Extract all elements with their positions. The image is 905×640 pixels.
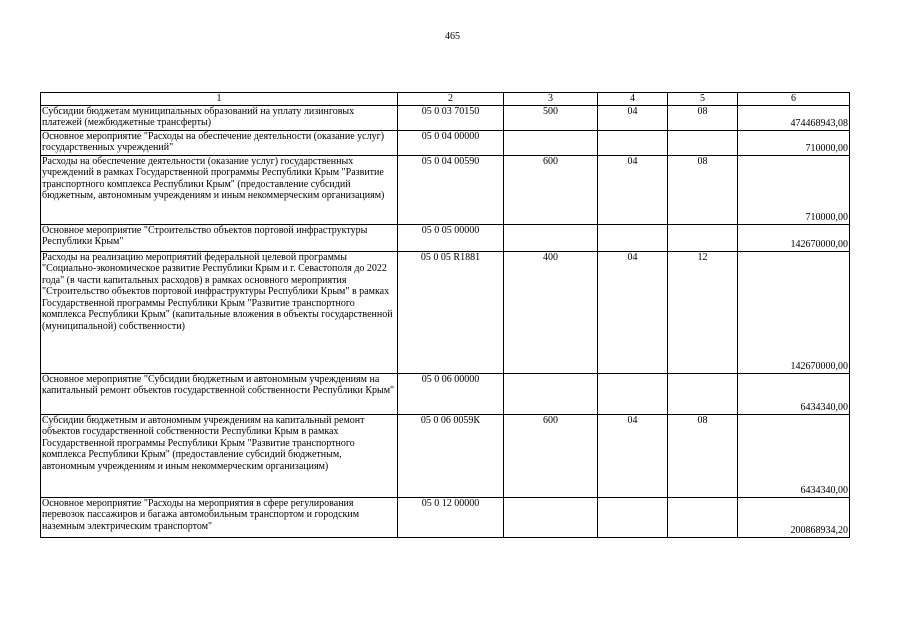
expense-type-code — [504, 224, 598, 251]
target-article-code: 05 0 05 00000 — [398, 224, 504, 251]
column-header: 3 — [504, 93, 598, 106]
column-header: 5 — [668, 93, 738, 106]
target-article-code: 05 0 04 00000 — [398, 130, 504, 155]
expense-name: Основное мероприятие "Субсидии бюджетным и автономным учреждениям на капитальный ремонт объектов государственной собственности Республики Крым" — [41, 373, 398, 414]
subsection-code — [668, 224, 738, 251]
section-code: 04 — [598, 414, 668, 497]
expense-type-code: 400 — [504, 251, 598, 373]
table-row — [41, 414, 850, 497]
expense-type-code — [504, 130, 598, 155]
target-article-code: 05 0 04 00590 — [398, 155, 504, 224]
expense-name: Основное мероприятие "Строительство объектов портовой инфраструктуры Республики Крым" — [41, 224, 398, 251]
target-article-code: 05 0 06 00000 — [398, 373, 504, 414]
table-row — [41, 155, 850, 224]
subsection-code — [668, 130, 738, 155]
subsection-code: 08 — [668, 414, 738, 497]
section-code: 04 — [598, 155, 668, 224]
expense-name: Субсидии бюджетным и автономным учреждениям на капитальный ремонт объектов государственной собственности Республики Крым в рамках Государственной программы Республики Крым "Развитие транспортного комплекса Республики Крым" (предоставление субсидий бюджетным, автономным учреждениям и иным некоммерческим организациям) — [41, 414, 398, 497]
subsection-code: 12 — [668, 251, 738, 373]
expense-name: Расходы на реализацию мероприятий федеральной целевой программы "Социально-экономическое развитие Республики Крым и г. Севастополя до 2022 года" (в части капитальных расходов) в рамках основного мероприятия "Строительство объектов портовой инфраструктуры Республики Крым" в рамках Государственной программы Республики Крым "Развитие транспортного комплекса Республики Крым" (капитальные вложения в объекты государственной (муниципальной) собственности) — [41, 251, 398, 373]
section-code — [598, 130, 668, 155]
amount: 710000,00 — [738, 130, 850, 155]
expense-name: Расходы на обеспечение деятельности (оказание услуг) государственных учреждений в рамках Государственной программы Республики Крым "Развитие транспортного комплекса Республики Крым" (предоставление субсидий бюджетным, автономным учреждениям и иным некоммерческим организациям) — [41, 155, 398, 224]
subsection-code: 08 — [668, 155, 738, 224]
amount: 710000,00 — [738, 155, 850, 224]
target-article-code: 05 0 05 R1881 — [398, 251, 504, 373]
amount: 6434340,00 — [738, 373, 850, 414]
expense-type-code — [504, 373, 598, 414]
table-row — [41, 224, 850, 251]
table-row — [41, 251, 850, 373]
table-row — [41, 105, 850, 130]
table-row — [41, 497, 850, 537]
section-code — [598, 373, 668, 414]
column-header: 4 — [598, 93, 668, 106]
table-header-row — [41, 93, 850, 106]
section-code — [598, 224, 668, 251]
expense-type-code: 500 — [504, 105, 598, 130]
page-number: 465 — [445, 31, 460, 42]
amount: 6434340,00 — [738, 414, 850, 497]
column-header: 1 — [41, 93, 398, 106]
table-row — [41, 130, 850, 155]
amount: 142670000,00 — [738, 224, 850, 251]
expense-name: Основное мероприятие "Расходы на мероприятия в сфере регулирования перевозок пассажиров и багажа автомобильным транспортом и городским наземным электрическим транспортом" — [41, 497, 398, 537]
expense-name: Субсидии бюджетам муниципальных образований на уплату лизинговых платежей (межбюджетные трансферты) — [41, 105, 398, 130]
amount: 474468943,08 — [738, 105, 850, 130]
target-article-code: 05 0 06 0059К — [398, 414, 504, 497]
expense-type-code: 600 — [504, 414, 598, 497]
subsection-code: 08 — [668, 105, 738, 130]
table-row — [41, 373, 850, 414]
section-code — [598, 497, 668, 537]
column-header: 6 — [738, 93, 850, 106]
amount: 142670000,00 — [738, 251, 850, 373]
column-header: 2 — [398, 93, 504, 106]
subsection-code — [668, 497, 738, 537]
budget-table — [40, 92, 850, 538]
section-code: 04 — [598, 105, 668, 130]
target-article-code: 05 0 03 70150 — [398, 105, 504, 130]
target-article-code: 05 0 12 00000 — [398, 497, 504, 537]
expense-type-code: 600 — [504, 155, 598, 224]
expense-name: Основное мероприятие "Расходы на обеспечение деятельности (оказание услуг) государственных учреждений" — [41, 130, 398, 155]
expense-type-code — [504, 497, 598, 537]
subsection-code — [668, 373, 738, 414]
section-code: 04 — [598, 251, 668, 373]
amount: 200868934,20 — [738, 497, 850, 537]
